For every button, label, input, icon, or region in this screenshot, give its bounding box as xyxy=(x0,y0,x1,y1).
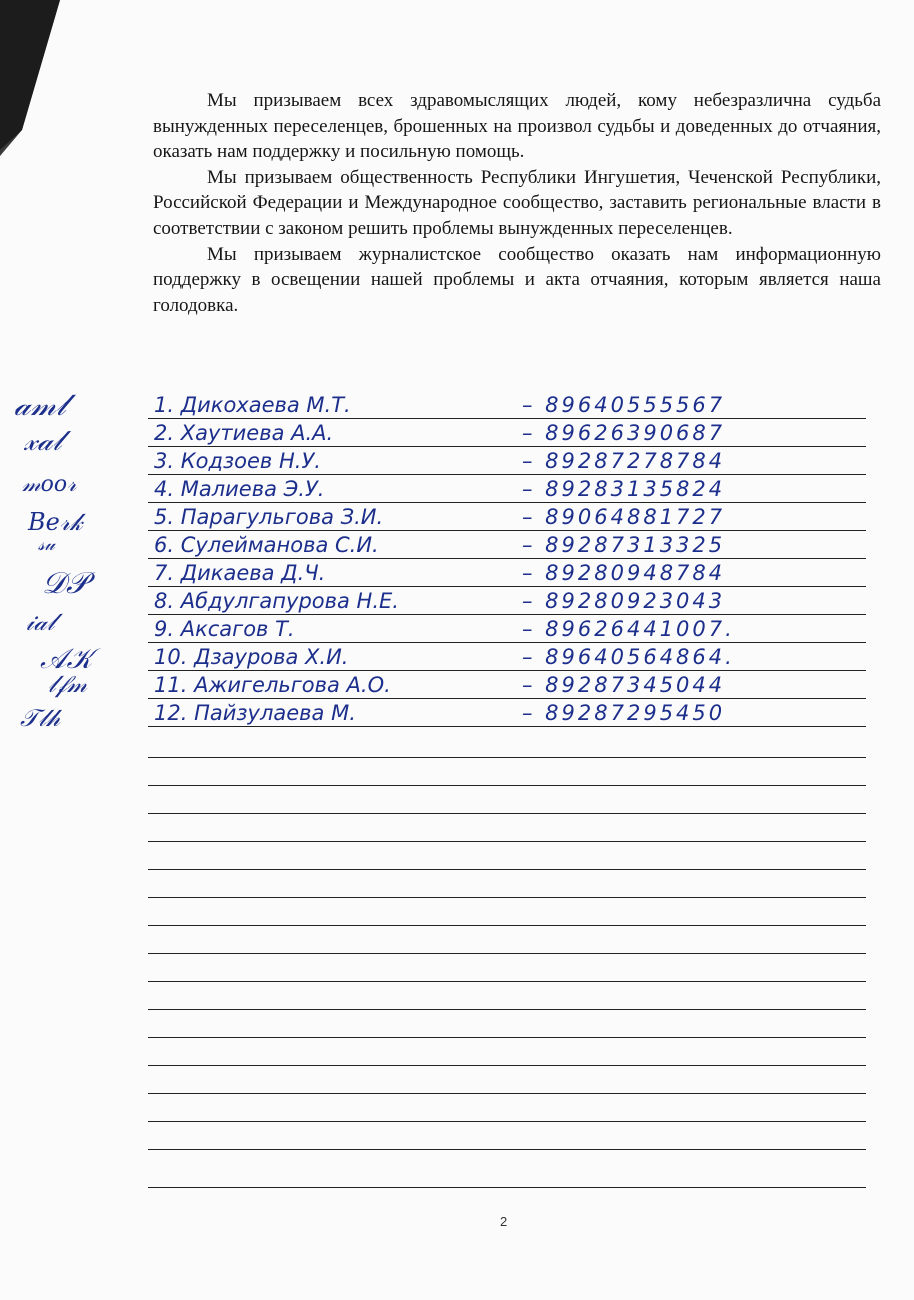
handwritten-signatures xyxy=(14,368,148,748)
signatory-entry xyxy=(154,614,866,642)
signatory-entry xyxy=(154,502,866,530)
signature-mark: 𝒟𝒫 xyxy=(42,566,88,601)
signatory-name: 4. Малиева Э.У. xyxy=(154,477,325,501)
signatory-phone: – 89287295450 xyxy=(522,701,726,725)
signatory-phone: – 89280923043 xyxy=(522,589,726,613)
signatory-entry xyxy=(154,698,866,726)
signatory-entry xyxy=(154,446,866,474)
rule-line xyxy=(148,813,866,814)
signatory-phone: – 89287278784 xyxy=(522,449,726,473)
signatory-entry xyxy=(154,558,866,586)
rule-line xyxy=(148,925,866,926)
rule-line xyxy=(148,1037,866,1038)
rule-line xyxy=(148,1065,866,1066)
rule-line xyxy=(148,726,866,727)
signatory-entry xyxy=(154,418,866,446)
signature-mark: 𝓁𝒻𝓂 xyxy=(48,670,88,698)
signatory-name: 3. Кодзоев Н.У. xyxy=(154,449,321,473)
rule-line xyxy=(148,1187,866,1188)
rule-line xyxy=(148,897,866,898)
signatory-phone: – 89280948784 xyxy=(522,561,726,585)
signatory-phone: – 89640564864. xyxy=(522,645,735,669)
signatory-name: 7. Дикаева Д.Ч. xyxy=(154,561,326,585)
signatory-entry xyxy=(154,530,866,558)
rule-line xyxy=(148,785,866,786)
signature-mark: 𝐵𝑒𝓇𝓀 xyxy=(28,508,83,536)
signatory-phone: – 89626390687 xyxy=(522,421,726,445)
signature-mark: 𝒯𝓁𝒽 xyxy=(20,704,61,732)
rule-line xyxy=(148,1149,866,1150)
signatory-name: 9. Аксагов Т. xyxy=(154,617,295,641)
signatory-name: 11. Ажигельгова А.О. xyxy=(154,673,391,697)
signature-mark: 𝓈𝓊 xyxy=(38,534,55,555)
appeal-text xyxy=(153,88,881,318)
signatory-phone: – 89064881727 xyxy=(522,505,726,529)
signature-mark: 𝒶𝓂𝓁 xyxy=(14,388,66,423)
signatory-name: 6. Сулейманова С.И. xyxy=(154,533,379,557)
rule-line xyxy=(148,1121,866,1122)
signature-mark: 𝓍𝒶𝓁 xyxy=(24,424,62,457)
signatory-name: 1. Дикохаева М.Т. xyxy=(154,393,351,417)
signatory-phone: – 89640555567 xyxy=(522,393,726,417)
signatory-entry xyxy=(154,642,866,670)
paragraph: Мы призываем всех здравомыслящих людей, кому небезразлична судьба вынужденных переселенцев, брошенных на произвол судьбы и доведенных до отчаяния, оказать нам поддержку и посильную помощь. xyxy=(153,90,881,163)
page-number: 2 xyxy=(500,1214,508,1229)
signatory-phone: – 89626441007. xyxy=(522,617,735,641)
signatory-phone: – 89287345044 xyxy=(522,673,726,697)
signatory-entry xyxy=(154,586,866,614)
rule-line xyxy=(148,869,866,870)
rule-line xyxy=(148,841,866,842)
signatory-entry xyxy=(154,474,866,502)
paragraph: Мы призываем общественность Республики Ингушетия, Чеченской Республики, Российской Федерации и Международное сообщество, заставить региональные власти в соответствии с законом решить проблемы вынужденных переселенцев. xyxy=(153,166,881,239)
signatory-entry xyxy=(154,390,866,418)
signature-mark: 𝒾𝒶𝓁 xyxy=(26,608,55,636)
signatory-name: 2. Хаутиева А.А. xyxy=(154,421,334,445)
signatory-name: 5. Парагульгова З.И. xyxy=(154,505,384,529)
signature-mark: 𝒜𝒦 xyxy=(40,642,93,675)
signature-mark: 𝓂𝑜𝑜𝓇 xyxy=(22,472,77,497)
rule-line xyxy=(148,1009,866,1010)
signatory-name: 10. Дзаурова Х.И. xyxy=(154,645,349,669)
signatory-phone: – 89283135824 xyxy=(522,477,726,501)
rule-line xyxy=(148,953,866,954)
signatory-phone: – 89287313325 xyxy=(522,533,726,557)
rule-line xyxy=(148,981,866,982)
signatory-name: 8. Абдулгапурова Н.Е. xyxy=(154,589,399,613)
rule-line xyxy=(148,757,866,758)
rule-line xyxy=(148,1093,866,1094)
paragraph: Мы призываем журналистское сообщество оказать нам информационную поддержку в освещении нашей проблемы и акта отчаяния, которым является наша голодовка. xyxy=(153,243,881,316)
signatory-name: 12. Пайзулаева М. xyxy=(154,701,356,725)
signatory-entry xyxy=(154,670,866,698)
